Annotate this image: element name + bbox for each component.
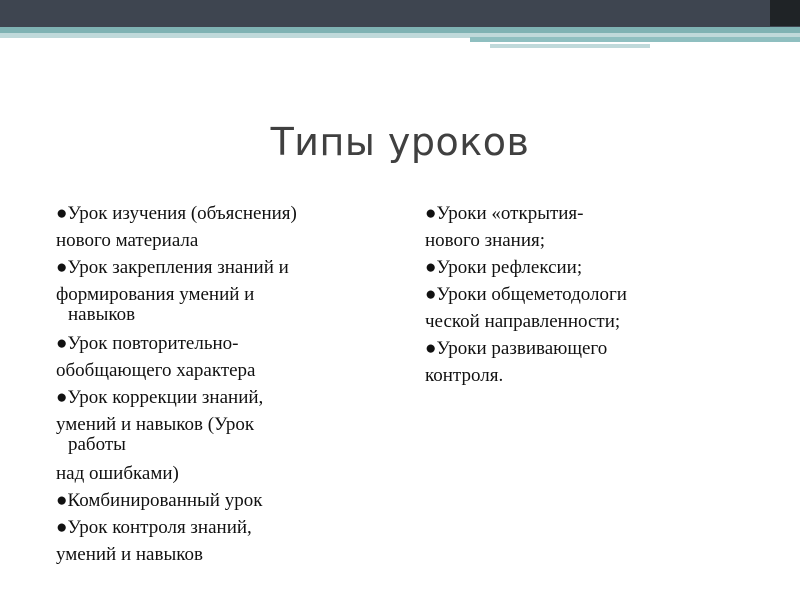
left-line: ●Урок закрепления знаний и: [56, 257, 289, 278]
header-accent-stripe-light: [490, 44, 650, 48]
right-line: ●Уроки развивающего: [425, 338, 608, 359]
left-line: умений и навыков: [56, 544, 203, 565]
left-line: ●Комбинированный урок: [56, 490, 263, 511]
left-line: нового материала: [56, 230, 199, 251]
left-line: умений и навыков (Урок: [56, 414, 255, 435]
left-line: ●Урок изучения (объяснения): [56, 203, 297, 224]
right-line: ческой направленности;: [425, 311, 621, 332]
left-line: ●Урок контроля знаний,: [56, 517, 252, 538]
header-band-corner: [770, 0, 800, 26]
left-line: над ошибками): [56, 463, 179, 484]
right-line: ●Уроки общеметодологи: [425, 284, 627, 305]
right-line: ●Уроки «открытия-: [425, 203, 584, 224]
left-line: ●Урок коррекции знаний,: [56, 387, 264, 408]
right-column: [425, 200, 725, 389]
header-band-dark: [0, 0, 800, 27]
left-line: формирования умений и: [56, 284, 255, 305]
left-line: работы: [68, 434, 126, 455]
left-line: навыков: [68, 304, 136, 325]
right-line: контроля.: [425, 365, 504, 386]
right-line: нового знания;: [425, 230, 546, 251]
right-line: ●Уроки рефлексии;: [425, 257, 583, 278]
slide-title: Типы уроков: [270, 120, 530, 164]
left-line: ●Урок повторительно-: [56, 333, 239, 354]
left-line: обобщающего характера: [56, 360, 256, 381]
left-column: [56, 200, 396, 568]
header-accent-stripe: [470, 37, 800, 42]
